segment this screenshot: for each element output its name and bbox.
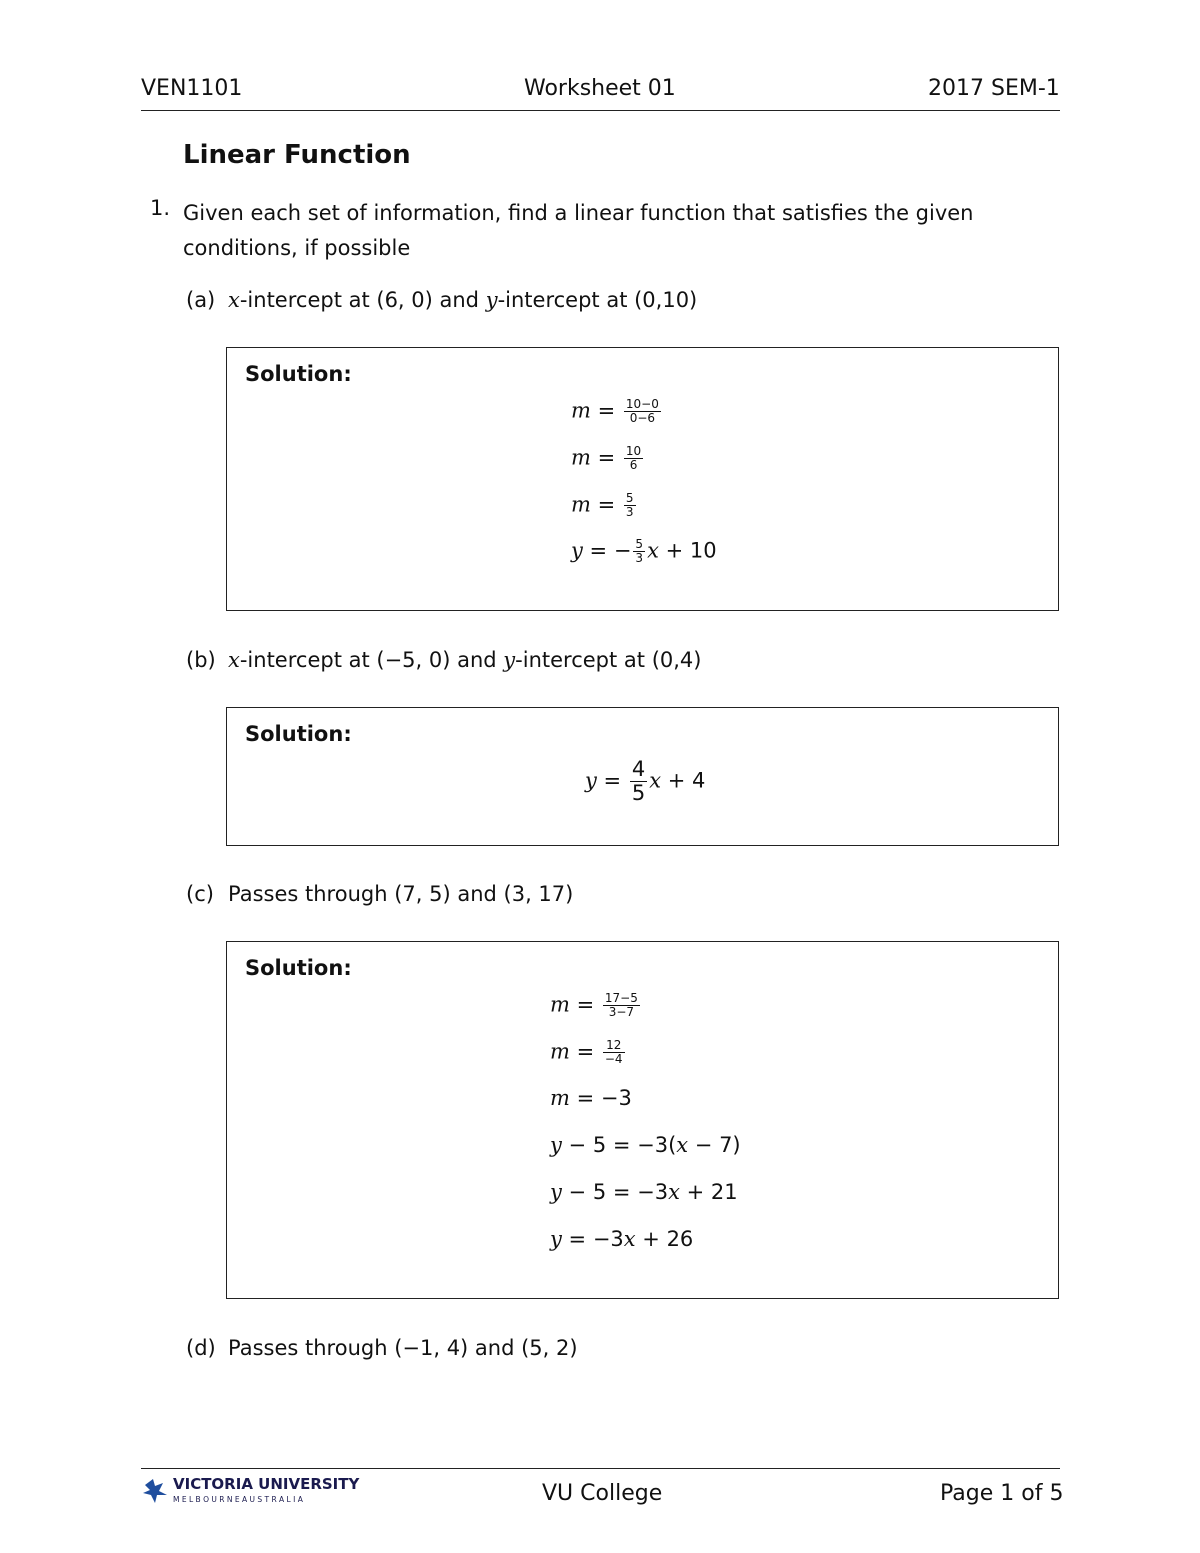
sol-c-eq4-mid: − 5 = −3( (561, 1133, 677, 1157)
victoria-university-logo (141, 1473, 381, 1507)
footer-rule (141, 1468, 1060, 1469)
part-d (186, 1336, 578, 1360)
solution-label-a: Solution: (245, 362, 352, 386)
solution-box-b (226, 707, 1059, 846)
sol-a-eq4-frac (633, 538, 645, 565)
sol-b-eq1-frac (630, 758, 647, 805)
sol-a-eq1 (571, 398, 663, 425)
part-b-text1: -intercept at (−5, 0) and (239, 648, 504, 672)
sol-a-eq2-frac (624, 445, 643, 472)
header-course: VEN1101 (141, 76, 243, 101)
sol-c-eq6-end: + 26 (635, 1227, 694, 1251)
sol-c-eq1 (550, 992, 642, 1019)
vu-logo-sub: M E L B O U R N E A U S T R A L I A (173, 1495, 303, 1504)
vu-logo-name: VICTORIA UNIVERSITY (173, 1475, 360, 1493)
header-term: 2017 SEM-1 (928, 76, 1060, 101)
sol-c-eq3-rhs: = −3 (569, 1086, 632, 1110)
part-d-label: (d) (186, 1336, 216, 1360)
sol-b-eq1-den: 5 (631, 781, 646, 805)
sol-c-eq2-den: −4 (604, 1052, 623, 1066)
sol-a-eq2-op: = (590, 445, 622, 470)
part-c (186, 882, 573, 906)
sol-c-eq2-lhs: m (550, 1039, 570, 1064)
sol-c-eq1-num: 17−5 (604, 991, 638, 1005)
sol-a-eq1-num: 10−0 (625, 397, 659, 411)
sol-c-eq4-end: − 7) (688, 1133, 741, 1157)
sol-b-eq1 (585, 758, 705, 805)
sol-a-eq4-num: 5 (635, 537, 644, 551)
part-a-text1: -intercept at (6, 0) and (239, 288, 486, 312)
sol-c-eq1-lhs: m (550, 992, 570, 1017)
sol-a-eq4-op: = − (582, 538, 632, 563)
sol-c-eq2-frac (603, 1039, 625, 1066)
sol-c-eq6 (550, 1227, 693, 1251)
sol-a-eq4-rest: + 10 (658, 538, 717, 563)
sol-c-eq5-mid: − 5 = −3 (561, 1180, 669, 1204)
sol-b-eq1-lhs: y (585, 768, 597, 793)
sol-a-eq4-lhs: y (571, 538, 583, 563)
solution-label-b: Solution: (245, 722, 352, 746)
sol-a-eq3-op: = (590, 492, 622, 517)
part-b-label: (b) (186, 648, 216, 672)
sol-c-eq6-lhs: y (550, 1227, 562, 1251)
part-b-var-y: y (503, 648, 516, 672)
sol-a-eq2-den: 6 (629, 458, 638, 472)
sol-c-eq6-var: x (623, 1227, 636, 1251)
part-a-text2: -intercept at (0,10) (497, 288, 698, 312)
sol-c-eq6-mid: = −3 (561, 1227, 624, 1251)
header-rule (141, 110, 1060, 111)
vu-logo-icon (141, 1473, 381, 1507)
sol-c-eq2 (550, 1039, 627, 1066)
sol-c-eq1-den: 3−7 (608, 1005, 635, 1019)
part-a-var-y: y (485, 288, 498, 312)
sol-c-eq4 (550, 1133, 741, 1157)
sol-a-eq2-num: 10 (625, 444, 642, 458)
sol-c-eq1-op: = (569, 992, 601, 1017)
sol-a-eq3-lhs: m (571, 492, 591, 517)
sol-b-eq1-num: 4 (631, 757, 646, 781)
sol-c-eq3-lhs: m (550, 1086, 570, 1110)
solution-box-a (226, 347, 1059, 611)
section-title: Linear Function (183, 140, 411, 170)
sol-c-eq5 (550, 1180, 738, 1204)
part-b-text2: -intercept at (0,4) (515, 648, 702, 672)
solution-label-c: Solution: (245, 956, 352, 980)
sol-a-eq2-lhs: m (571, 445, 591, 470)
header-title: Worksheet 01 (524, 76, 676, 101)
question-text: Given each set of information, find a linear function that satisfies the given conditions, if possible (183, 201, 974, 260)
sol-a-eq4 (571, 538, 717, 565)
sol-c-eq4-var: x (676, 1133, 689, 1157)
question-number: 1. (150, 196, 171, 220)
sol-c-eq4-lhs: y (550, 1133, 562, 1157)
sol-a-eq4-var: x (647, 538, 659, 563)
sol-a-eq1-den: 0−6 (629, 411, 656, 425)
sol-b-eq1-rest: + 4 (661, 768, 706, 793)
part-d-text: Passes through (−1, 4) and (5, 2) (228, 1336, 578, 1360)
part-c-text: Passes through (7, 5) and (3, 17) (228, 882, 574, 906)
sol-c-eq5-var: x (668, 1180, 680, 1204)
sol-c-eq2-num: 12 (603, 1039, 625, 1053)
sol-a-eq1-lhs: m (571, 398, 591, 423)
part-c-label: (c) (186, 882, 214, 906)
sol-c-eq5-end: + 21 (679, 1180, 738, 1204)
sol-c-eq3 (550, 1086, 632, 1110)
sol-a-eq1-op: = (590, 398, 622, 423)
sol-a-eq2 (571, 445, 645, 472)
sol-c-eq2-op: = (569, 1039, 601, 1064)
sol-a-eq4-den: 3 (635, 551, 644, 565)
sol-a-eq3 (571, 492, 638, 519)
sol-b-eq1-op: = (596, 768, 628, 793)
sol-c-eq5-lhs: y (550, 1180, 562, 1204)
sol-a-eq3-frac (624, 492, 636, 519)
sol-a-eq3-den: 3 (625, 505, 634, 519)
sol-c-eq1-frac (603, 992, 640, 1019)
part-b-var-x: x (228, 648, 240, 672)
part-a (186, 288, 697, 312)
sol-a-eq3-num: 5 (625, 491, 634, 505)
solution-box-c (226, 941, 1059, 1299)
sol-a-eq1-frac (624, 398, 661, 425)
footer-page: Page 1 of 5 (940, 1481, 1064, 1506)
part-a-var-x: x (228, 288, 240, 312)
part-b (186, 648, 702, 672)
sol-b-eq1-var: x (649, 768, 662, 793)
footer-college: VU College (542, 1481, 663, 1506)
part-a-label: (a) (186, 288, 216, 312)
